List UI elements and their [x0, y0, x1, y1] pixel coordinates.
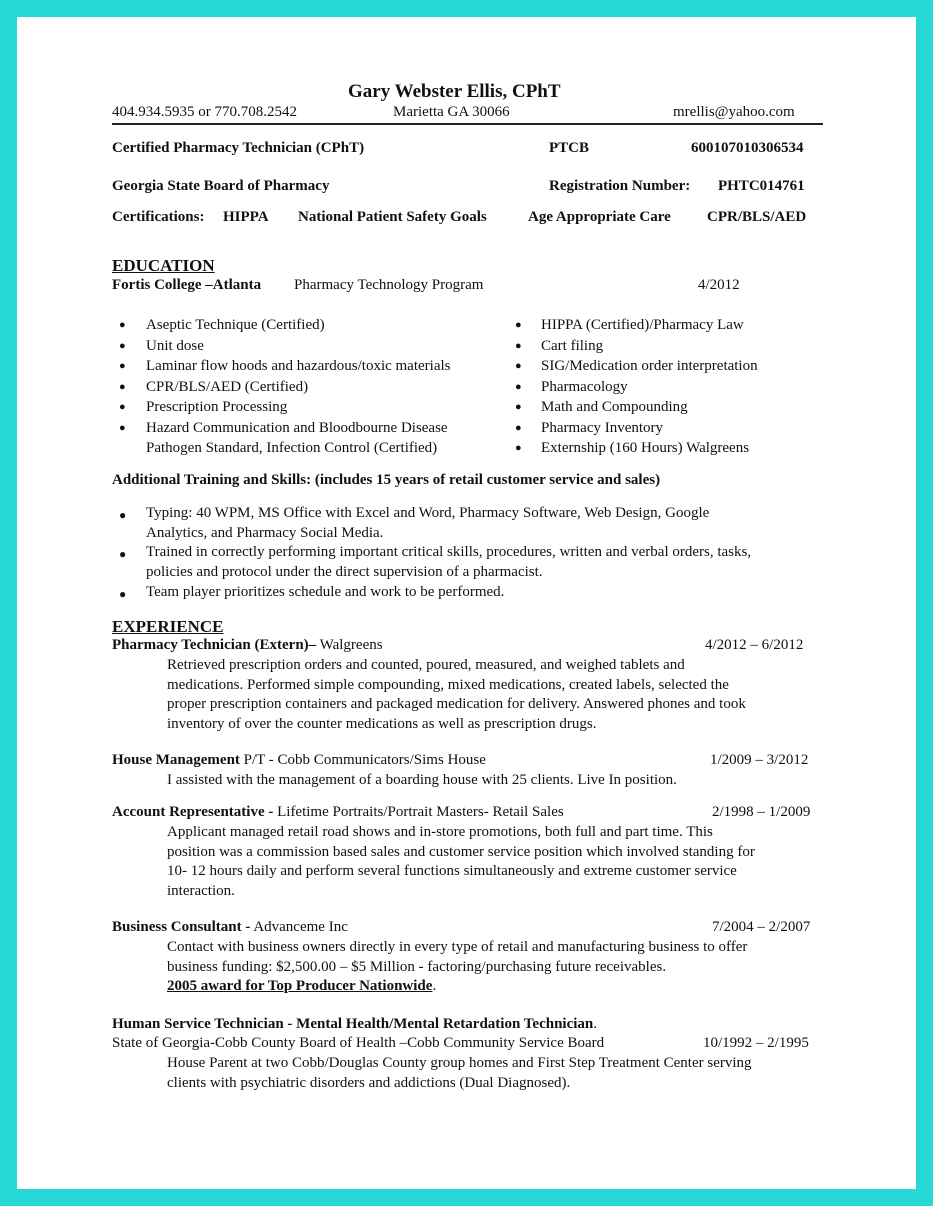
job-text: inventory of over the counter medications as well as prescription drugs. [167, 715, 597, 732]
list-item: ● Hazard Communication and Bloodbourne Disease [146, 418, 451, 439]
job-text: Applicant managed retail road shows and in-store promotions, both full and part time. This [167, 824, 713, 840]
job-description [167, 938, 747, 997]
job-title-suffix: . [593, 1016, 597, 1032]
training-text: , Google [657, 505, 710, 521]
candidate-name: Gary Webster Ellis, CPhT [348, 81, 561, 102]
cpht-label: Certified Pharmacy Technician (CPhT) [112, 140, 365, 156]
award-suffix: . [432, 978, 437, 994]
list-item: ● HIPPA (Certified)/Pharmacy Law [541, 315, 758, 336]
list-item-continuation: Pathogen Standard, Infection Control (Certified) [146, 440, 438, 456]
list-item: ● SIG/Medication order interpretation [541, 356, 758, 377]
award-text: 2005 award for Top Producer Nationwide [167, 978, 433, 994]
job-text: clients with psychiatric disorders and addictions (Dual Diagnosed). [167, 1074, 571, 1091]
job-text: 10- 12 hours daily and perform several functions simultaneously and extreme customer service [167, 863, 737, 879]
job-dates: 4/2012 – 6/2012 [705, 637, 804, 653]
list-item: ● Laminar flow hoods and hazardous/toxic materials [146, 356, 451, 377]
job-text: interaction. [167, 882, 235, 899]
list-item: ● Pharmacy Inventory [541, 418, 758, 439]
board-label: Georgia State Board of Pharmacy [112, 178, 330, 194]
certifications-label: Certifications: [112, 209, 205, 225]
job-org: Lifetime Portraits/Portrait Masters- Retail Sales [273, 804, 564, 820]
job-text: Retrieved prescription orders and counted, poured, measured, and weighed tablets and [167, 657, 685, 673]
list-item: ● Pharmacology [541, 377, 758, 398]
education-skills-right [541, 315, 758, 459]
training-text: policies and protocol under the direct supervision of a pharmacist. [146, 563, 543, 580]
list-item: ● Prescription Processing [146, 397, 451, 418]
email: mrellis@yahoo.com [673, 104, 795, 120]
training-heading: Additional Training and Skills: (includes 15 years of retail customer service and sales) [112, 472, 661, 488]
registration-number: PHTC014761 [718, 178, 805, 194]
training-item [146, 504, 709, 543]
phone-numbers: 404.934.5935 or 770.708.2542 [112, 104, 297, 120]
job-text: proper prescription containers and packaged medication for delivery. Answered phones and took [167, 696, 746, 712]
list-item: ● Externship (160 Hours) Walgreens [541, 438, 758, 459]
bullet-icon: ● [119, 587, 127, 601]
job-title: House Management [112, 752, 240, 768]
certification-item: HIPPA [223, 209, 269, 225]
job-title-line [112, 1016, 597, 1033]
bullet-icon: ● [119, 547, 127, 561]
list-item: ● CPR/BLS/AED (Certified) [146, 377, 451, 398]
job-dates: 7/2004 – 2/2007 [712, 919, 811, 935]
training-text: Analytics, and Pharmacy Social Media. [146, 524, 384, 541]
bullet-icon: ● [119, 508, 127, 522]
list-item: ● Unit dose [146, 336, 451, 357]
training-text: Team player prioritizes schedule and work to be performed. [146, 584, 505, 600]
training-text: Trained in correctly performing important critical skills, procedures, written and verbal orders, tasks, [146, 544, 752, 560]
training-item [146, 543, 751, 582]
header-rule [112, 123, 823, 125]
job-title: Account Representative - [112, 804, 274, 820]
job-org: P/T - Cobb Communicators/Sims House [239, 752, 486, 768]
job-dates: 2/1998 – 1/2009 [712, 804, 811, 820]
job-text: position was a commission based sales and customer service position which involved standing for [167, 843, 755, 860]
job-org: State of Georgia-Cobb County Board of Health –Cobb Community Service Board [112, 1035, 605, 1051]
job-text: House Parent at two Cobb/Douglas County group homes and First Step Treatment Center serving [167, 1055, 752, 1071]
job-text: business funding: $2,500.00 – $5 Million - factoring/purchasing future receivables. [167, 958, 667, 975]
job-title: Human Service Technician - Mental Health/Mental Retardation Technician [112, 1016, 594, 1032]
education-skills-left [146, 315, 451, 459]
job-text: I assisted with the management of a boarding house with 25 clients. Live In position. [167, 772, 677, 788]
job-text: Contact with business owners directly in every type of retail and manufacturing business to offer [167, 939, 748, 955]
job-org: Advanceme Inc [250, 919, 348, 935]
job-description [167, 656, 746, 734]
job-title: Business Consultant - [112, 919, 251, 935]
list-item: ● Math and Compounding [541, 397, 758, 418]
ptcb-number: 600107010306534 [691, 140, 804, 156]
education-heading: EDUCATION [112, 256, 215, 275]
job-description [167, 771, 677, 791]
job-org: Walgreens [316, 637, 383, 653]
training-text: Typing: 40 WPM, MS Office with Excel and Word, Pharmacy Software, Web Design [146, 505, 658, 521]
location: Marietta GA 30066 [393, 104, 510, 120]
program-name: Pharmacy Technology Program [294, 277, 484, 293]
certification-item: CPR/BLS/AED [707, 209, 807, 225]
job-text: medications. Performed simple compounding, mixed medications, created labels, selected the [167, 676, 729, 693]
education-date: 4/2012 [698, 277, 740, 293]
job-dates: 10/1992 – 2/1995 [703, 1035, 809, 1051]
certification-item: National Patient Safety Goals [298, 209, 487, 225]
experience-heading: EXPERIENCE [112, 617, 224, 636]
school-name: Fortis College –Atlanta [112, 277, 262, 293]
job-title-line [112, 752, 486, 769]
list-item: ● Cart filing [541, 336, 758, 357]
ptcb-label: PTCB [549, 140, 590, 156]
job-title-line [112, 804, 564, 821]
training-item [146, 583, 504, 603]
job-dates: 1/2009 – 3/2012 [710, 752, 809, 768]
job-description [167, 1054, 752, 1093]
job-description [167, 823, 755, 901]
list-item: ● Aseptic Technique (Certified) [146, 315, 451, 336]
registration-label: Registration Number: [549, 178, 691, 194]
job-title-line [112, 637, 383, 654]
certification-item: Age Appropriate Care [528, 209, 671, 225]
job-title-line [112, 919, 348, 936]
job-title: Pharmacy Technician (Extern)– [112, 637, 317, 653]
